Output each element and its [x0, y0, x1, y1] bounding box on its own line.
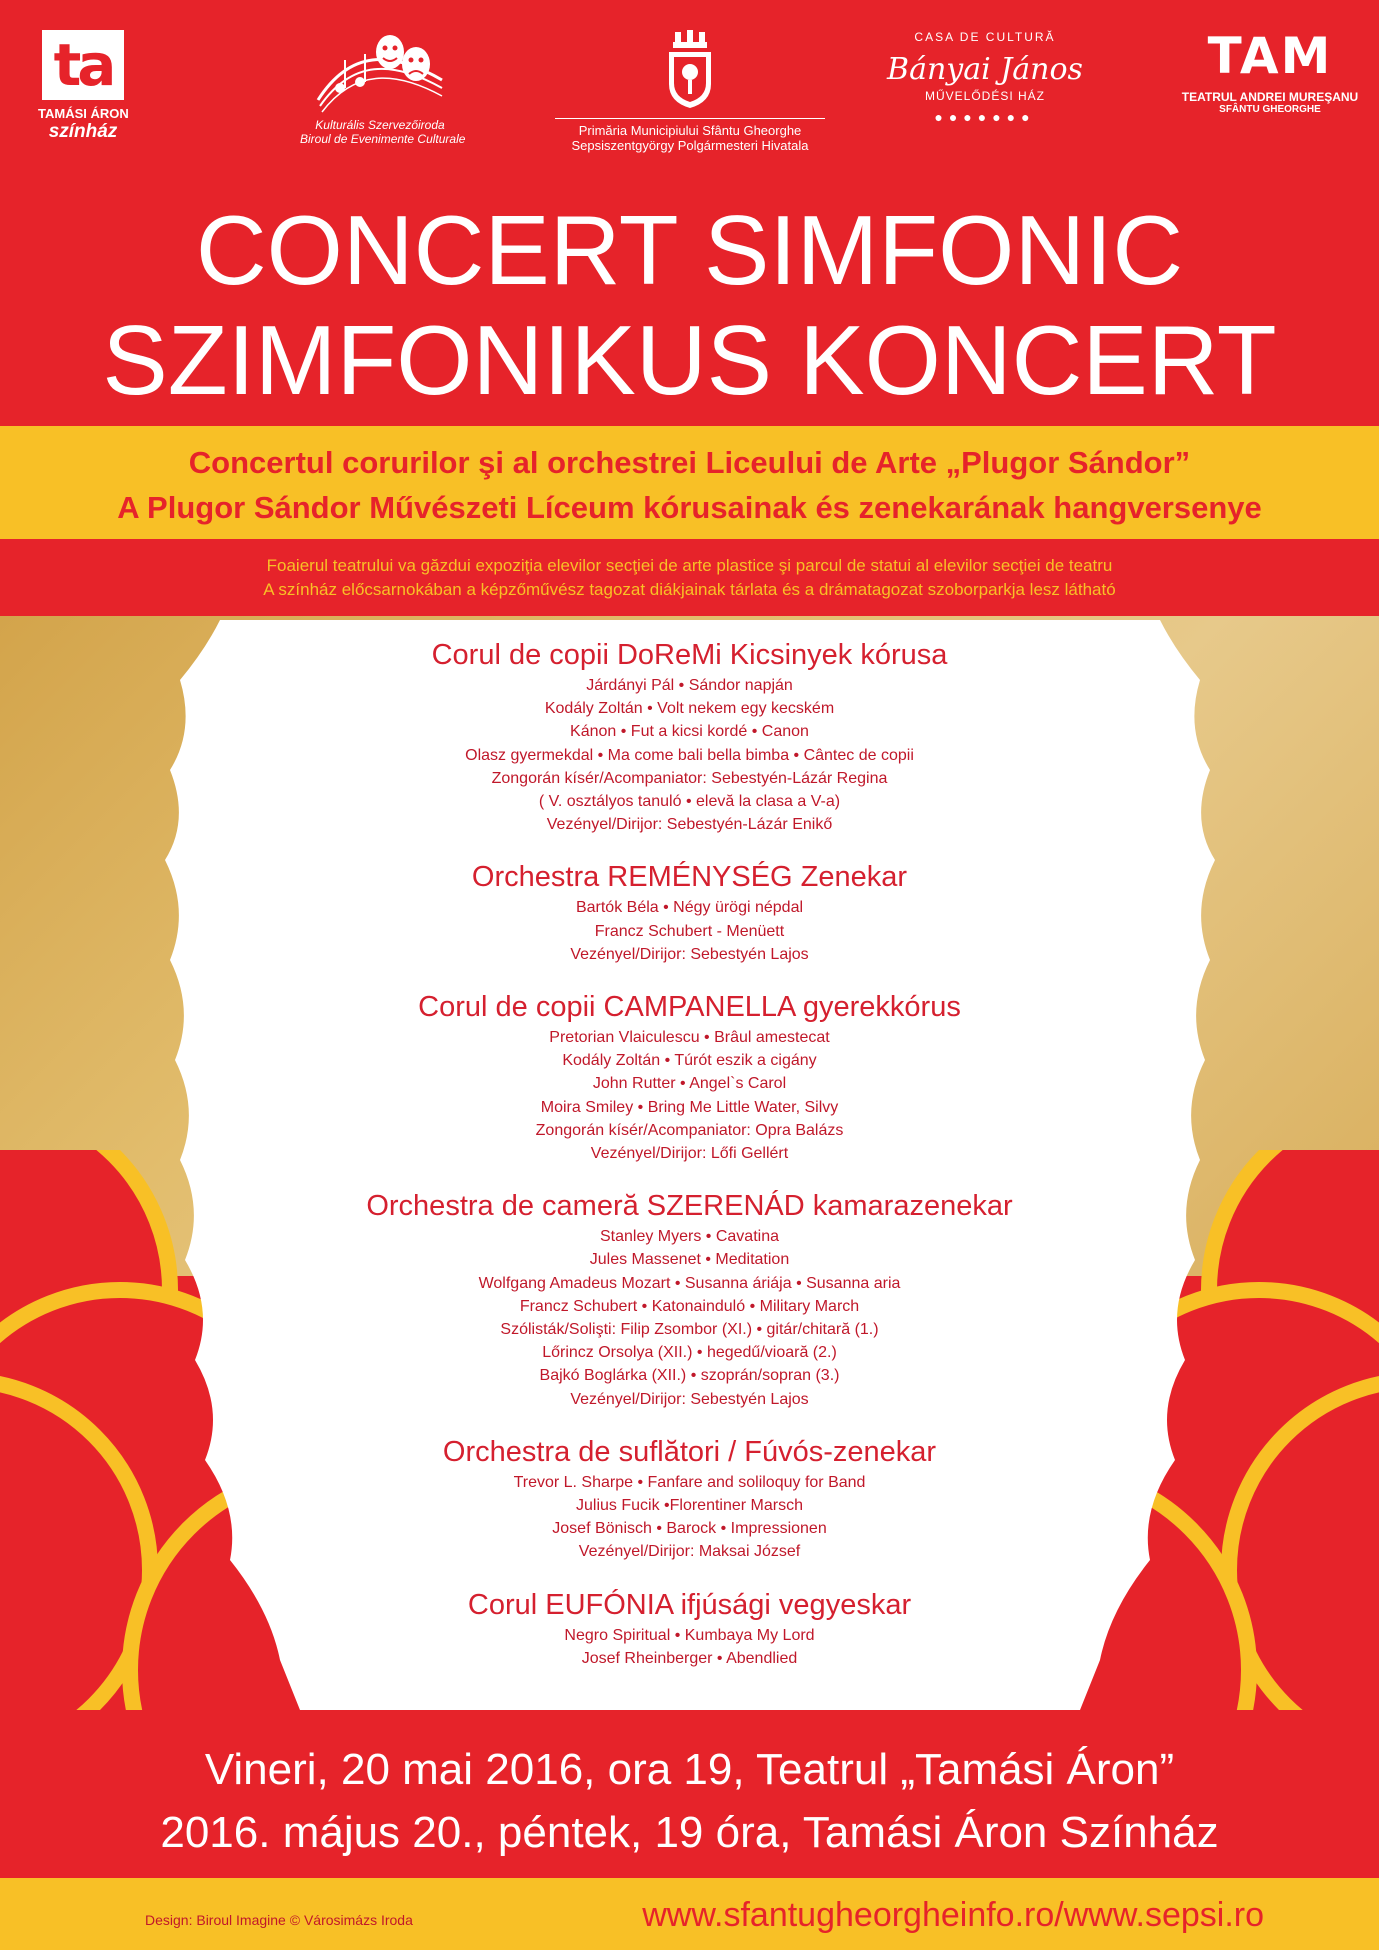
casa-script-name: Bányai János [887, 52, 1083, 87]
program-item: Zongorán kísér/Acompaniator: Opra Balázs [535, 1121, 844, 1139]
program-item: Vezényel/Dirijor: Maksai József [578, 1543, 801, 1561]
section-heading: Corul de copii DoReMi Kicsinyek kórusa [431, 639, 948, 671]
exhibition-info-romanian: Foaierul teatrului va găzdui expoziţia elevilor secţiei de arte plastice şi parcul de statui al elevilor secţiei de teatru [266, 556, 1113, 575]
program-item: Kodály Zoltán • Túrót eszik a cigány [562, 1052, 817, 1070]
title-hungarian: SZIMFONIKUS KONCERT [102, 305, 1277, 415]
subtitle-hungarian: A Plugor Sándor Művészeti Líceum kórusainak és zenekarának hangversenye [117, 490, 1262, 525]
program-item: Szólisták/Solişti: Filip Zsombor (XI.) • gitár/chitară (1.) [500, 1321, 879, 1339]
primaria-line1: Primăria Municipiului Sfântu Gheorghe [555, 118, 825, 138]
tam-logo-mark: TAM [1207, 27, 1333, 85]
casa-de-cultura-logo [880, 30, 1090, 125]
date-venue-hungarian: 2016. május 20., péntek, 19 óra, Tamási Áron Színház [160, 1808, 1219, 1857]
program-section [0, 858, 1379, 966]
tamasi-aron-logo [38, 30, 128, 143]
section-heading: Orchestra de cameră SZERENÁD kamarazenekar [366, 1190, 1013, 1223]
program-item: Vezényel/Dirijor: Sebestyén Lajos [570, 945, 809, 963]
program-item: Josef Bönisch • Barock • Impressionen [552, 1520, 827, 1538]
kse-line2: Biroul de Evenimente Culturale [300, 132, 466, 146]
tam-line2: SFÂNTU GHEORGHE [1219, 104, 1321, 115]
section-heading: Corul de copii CAMPANELLA gyerekkórus [418, 991, 961, 1024]
theatre-masks-icon [310, 30, 450, 118]
program-item: John Rutter • Angel`s Carol [592, 1075, 787, 1093]
ta-logo-line2: színház [48, 121, 118, 142]
subtitle-romanian: Concertul corurilor şi al orchestrei Liceului de Arte „Plugor Sándor” [188, 445, 1191, 480]
program-item: Bajkó Boglárka (XII.) • szoprán/sopran (3.) [539, 1367, 840, 1385]
program-item: Zongorán kísér/Acompaniator: Sebestyén-Lázár Regina [491, 769, 888, 787]
program-item: Járdányi Pál • Sándor napján [586, 677, 793, 694]
program-item: Kodály Zoltán • Volt nekem egy kecském [544, 700, 835, 718]
casa-line: MŰVELŐDÉSI HÁZ [924, 89, 1046, 103]
title-romanian: CONCERT SIMFONIC [195, 195, 1184, 305]
primaria-line2: Sepsiszentgyörgy Polgármesteri Hivatala [571, 138, 809, 153]
program-item: Trevor L. Sharpe • Fanfare and soliloquy for Band [513, 1473, 866, 1491]
program-item: Jules Massenet • Meditation [589, 1251, 790, 1269]
website-link[interactable]: www.sfantugheorgheinfo.ro/www.sepsi.ro [642, 1896, 1264, 1934]
section-heading: Orchestra REMÉNYSÉG Zenekar [471, 861, 908, 894]
kulturalis-szervezoiroda-logo [300, 30, 466, 146]
program-item: Olasz gyermekdal • Ma come bali bella bimba • Cântec de copii [465, 746, 914, 764]
dots-decoration-icon: ●●●●●●● [934, 109, 1036, 125]
kse-line1: Kulturális Szervezőiroda [315, 118, 445, 132]
exhibition-info-hungarian: A színház előcsarnokában a képzőművész tagozat diákjainak tárlata és a drámatagozat szoborparkja lesz látható [263, 580, 1116, 599]
program-section [0, 636, 1379, 836]
design-credit: Design: Biroul Imagine © Városimázs Iroda [145, 1912, 413, 1928]
section-heading: Corul EUFÓNIA ifjúsági vegyeskar [467, 1588, 912, 1621]
program-item: Stanley Myers • Cavatina [599, 1228, 779, 1246]
casa-small-label: CASA DE CULTURĂ [914, 30, 1056, 44]
program-item: Moira Smiley • Bring Me Little Water, Silvy [540, 1098, 839, 1116]
program-item: ( V. osztályos tanuló • elevă la clasa a V-a) [538, 793, 841, 811]
ta-logo-line1: TAMÁSI ÁRON [38, 106, 129, 121]
program-item: Kánon • Fut a kicsi kordé • Canon [570, 723, 809, 741]
tam-logo [1180, 27, 1360, 115]
program-item: Francz Schubert • Katonainduló • Military March [519, 1297, 860, 1315]
program-section [0, 1433, 1379, 1564]
program-section [0, 988, 1379, 1165]
program-item: Vezényel/Dirijor: Sebestyén Lajos [570, 1390, 809, 1408]
ta-logo-mark: ta [42, 30, 124, 100]
program-item: Vezényel/Dirijor: Sebestyén-Lázár Enikő [546, 816, 833, 834]
program-item: Josef Rheinberger • Abendlied [581, 1649, 798, 1667]
program-item: Bartók Béla • Négy ürögi népdal [575, 899, 804, 917]
program-item: Wolfgang Amadeus Mozart • Susanna áriája • Susanna aria [478, 1274, 901, 1292]
program-item: Lőrincz Orsolya (XII.) • hegedű/vioară (2.) [542, 1344, 837, 1362]
program-list [0, 636, 1379, 1670]
tam-line1: TEATRUL ANDREI MUREŞANU [1181, 90, 1359, 104]
section-heading: Orchestra de suflători / Fúvós-zenekar [442, 1435, 937, 1468]
program-section [0, 1586, 1379, 1670]
program-item: Julius Fucik •Florentiner Marsch [576, 1497, 803, 1515]
program-item: Francz Schubert - Menüett [594, 922, 785, 940]
program-item: Negro Spiritual • Kumbaya My Lord [564, 1626, 815, 1644]
primaria-logo [555, 30, 825, 153]
program-section [0, 1187, 1379, 1411]
date-venue-romanian: Vineri, 20 mai 2016, ora 19, Teatrul „Tamási Áron” [204, 1745, 1175, 1794]
program-item: Pretorian Vlaiculescu • Brâul amestecat [549, 1029, 830, 1047]
city-crest-icon [665, 30, 715, 108]
program-item: Vezényel/Dirijor: Lőfi Gellért [590, 1145, 789, 1163]
